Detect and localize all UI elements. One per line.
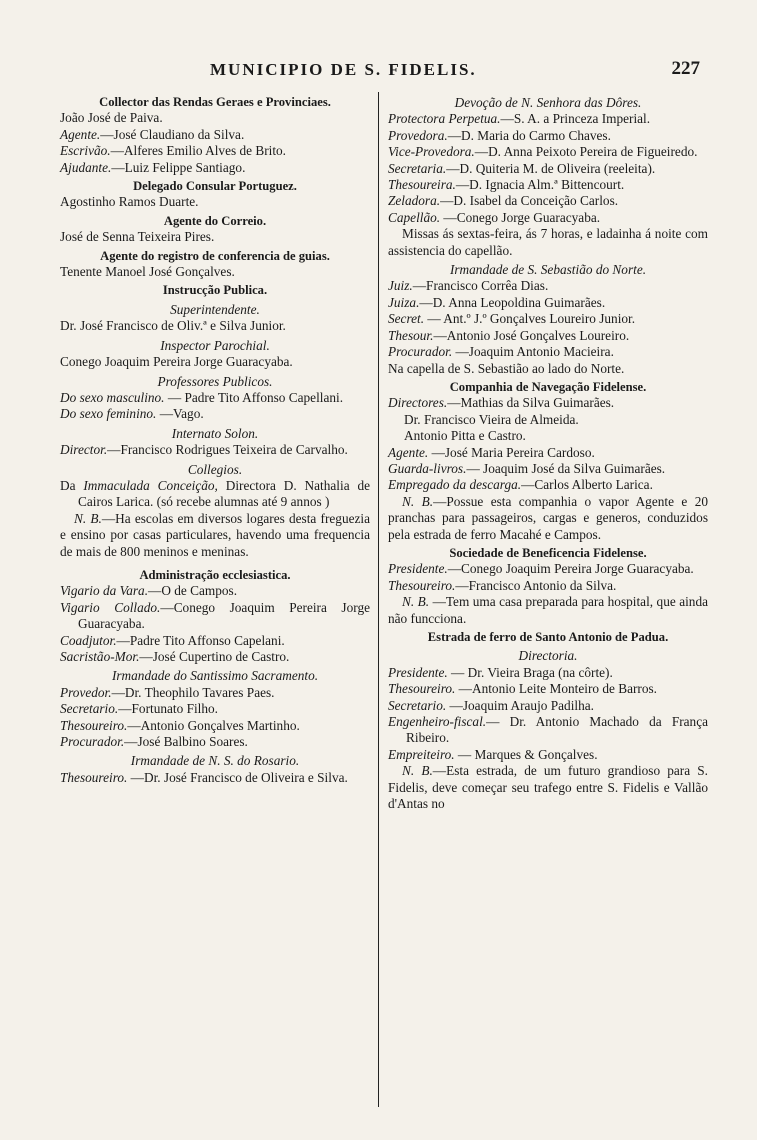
entry-capellao: Capellão. —Conego Jorge Guaracyaba. — [388, 209, 601, 225]
entry-thesoureiro-estrada: Thesoureiro. —Antonio Leite Monteiro de Barros. — [388, 681, 657, 697]
entry-agente: Agente.—José Claudiano da Silva. — [60, 126, 245, 142]
heading-irmandade-sebastiao: Irmandade de S. Sebastião do Norte. — [449, 262, 647, 278]
entry-coadjutor: Coadjutor.—Padre Tito Affonso Capelani. — [60, 632, 285, 648]
heading-admin-ecclesiastica: Administração ecclesiastica. — [139, 567, 291, 582]
entry-registro: Tenente Manoel José Gonçalves. — [60, 264, 235, 280]
entry-secretaria: Secretaria.—D. Quiteria M. de Oliveira (reeleita). — [388, 160, 656, 176]
entry-secretario: Secretario.—Fortunato Filho. — [60, 701, 218, 717]
heading-registro: Agente do registro de conferencia de guias. — [100, 248, 330, 263]
entry-vigario-vara: Vigario da Vara.—O de Campos. — [60, 583, 238, 599]
entry-provedor: Provedor.—Dr. Theophilo Tavares Paes. — [60, 684, 275, 700]
entry-correio: José de Senna Teixeira Pires. — [60, 229, 215, 245]
note-estrada: N. B.—Esta estrada, de um futuro grandioso para S. Fidelis, deve começar seu trafego entre S. Fidelis e Vallão d'Antas no — [388, 763, 708, 812]
heading-instrucao: Instrucção Publica. — [162, 283, 268, 298]
heading-navegacao: Companhia de Navegação Fidelense. — [449, 379, 647, 394]
heading-consular: Delegado Consular Portuguez. — [133, 179, 297, 194]
entry-presidente-estrada: Presidente. — Dr. Vieira Braga (na côrte). — [388, 664, 613, 680]
entry-empregado: Empregado da descarga.—Carlos Alberto Larica. — [388, 477, 653, 493]
entry-thesoureiro: Thesoureiro.—Antonio Gonçalves Martinho. — [60, 717, 300, 733]
heading-internato: Internato Solon. — [171, 425, 259, 441]
note-hospital: N. B. —Tem uma casa preparada para hospital, que ainda não funcciona. — [388, 594, 709, 626]
entry-sacristao: Sacristão-Mor.—José Cupertino de Castro. — [60, 649, 290, 664]
entry-consular: Agostinho Ramos Duarte. — [60, 194, 199, 210]
entry-engenheiro: Engenheiro-fiscal.— Dr. Antonio Machado da França Ribeiro. — [388, 714, 708, 746]
entry-zeladora: Zeladora.—D. Isabel da Conceição Carlos. — [388, 193, 619, 209]
entry-thesoureira: Thesoureira.—D. Ignacia Alm.ª Bittencourt. — [388, 177, 625, 193]
entry-director-3: Antonio Pitta e Castro. — [404, 428, 526, 444]
entry-inspector: Conego Joaquim Pereira Jorge Guaracyaba. — [60, 354, 293, 370]
heading-collector: Collector das Rendas Geraes e Provinciaes. — [99, 95, 331, 109]
page-header — [60, 60, 700, 86]
running-title: MUNICIPIO DE S. FIDELIS. — [210, 60, 477, 79]
entry-ajudante: Ajudante.—Luiz Felippe Santiago. — [60, 159, 246, 175]
heading-directoria: Directoria. — [518, 648, 578, 664]
entry-juiza: Juiza.—D. Anna Leopoldina Guimarães. — [388, 294, 606, 310]
entry-thesoureiro-benef: Thesoureiro.—Francisco Antonio da Silva. — [388, 577, 617, 593]
entry-director-2: Dr. Francisco Vieira de Almeida. — [404, 411, 579, 427]
entry-vice-provedora: Vice-Provedora.—D. Anna Peixoto Pereira de Figueiredo. — [388, 144, 698, 160]
entry-empreiteiro: Empreiteiro. — Marques & Gonçalves. — [388, 746, 598, 762]
entry-procurador: Procurador.—José Balbino Soares. — [60, 734, 248, 750]
entry-presidente-benef: Presidente.—Conego Joaquim Pereira Jorge Guaracyaba. — [388, 561, 694, 577]
entry-secret: Secret. — Ant.º J.º Gonçalves Loureiro Junior. — [388, 311, 636, 327]
heading-devocao: Devoção de N. Senhora das Dôres. — [454, 95, 642, 110]
note-companhia: N. B.—Possue esta companhia o vapor Agente e 20 pranchas para passageiros, cargas e generos, conduzidos pela estrada de ferro Macahé e Campos. — [388, 493, 708, 542]
note-missas: Missas ás sextas-feira, ás 7 horas, e ladainha á noite com assistencia do capellão. — [388, 226, 708, 258]
entry-procurador-seb: Procurador. —Joaquim Antonio Macieira. — [388, 344, 614, 360]
heading-correio: Agente do Correio. — [163, 213, 267, 228]
entry-feminino: Do sexo feminino. —Vago. — [60, 406, 204, 422]
entry-secretario-estrada: Secretario. —Joaquim Araujo Padilha. — [388, 697, 594, 713]
entry-directores: Directores.—Mathias da Silva Guimarães. — [388, 395, 615, 411]
entry-director: Director.—Francisco Rodrigues Teixeira de Carvalho. — [60, 442, 348, 458]
heading-estrada-ferro: Estrada de ferro de Santo Antonio de Padua. — [427, 630, 669, 644]
entry-collector: João José de Paiva. — [60, 110, 163, 126]
note-escolas: N. B.—Ha escolas em diversos logares desta freguezia e ensino por casas particulares, havendo uma frequencia de mais de 800 meninos e meninas. — [60, 510, 370, 559]
entry-protectora: Protectora Perpetua.—S. A. a Princeza Imperial. — [388, 111, 651, 127]
entry-superintendente: Dr. José Francisco de Oliv.ª e Silva Junior. — [60, 318, 286, 334]
entry-provedora: Provedora.—D. Maria do Carmo Chaves. — [388, 127, 611, 143]
note-capella: Na capella de S. Sebastião ao lado do Norte. — [388, 360, 625, 376]
right-column — [388, 92, 708, 812]
heading-superintendente: Superintendente. — [170, 301, 260, 317]
column-divider — [378, 92, 379, 1107]
entry-masculino: Do sexo masculino. — Padre Tito Affonso Capellani. — [60, 389, 344, 405]
entry-guarda-livros: Guarda-livros.— Joaquim José da Silva Guimarães. — [388, 460, 666, 476]
entry-collegio: Da Immaculada Conceição, Directora D. Nathalia de Cairos Larica. (só recebe alumnas até 9 annos ) — [60, 477, 370, 510]
left-column — [60, 92, 370, 786]
heading-collegios: Collegios. — [187, 461, 243, 477]
page-number: 227 — [671, 58, 700, 79]
heading-irmandade-rosario: Irmandade de N. S. do Rosario. — [130, 753, 300, 769]
heading-inspector: Inspector Parochial. — [160, 337, 270, 353]
heading-irmandade-ss: Irmandade do Santissimo Sacramento. — [111, 668, 319, 684]
entry-thesoureiro-rosario: Thesoureiro. —Dr. José Francisco de Oliveira e Silva. — [60, 769, 348, 785]
entry-thesour: Thesour.—Antonio José Gonçalves Loureiro. — [388, 327, 630, 343]
heading-professores: Professores Publicos. — [157, 373, 273, 389]
entry-juiz: Juiz.—Francisco Corrêa Dias. — [388, 278, 549, 294]
entry-vigario-collado: Vigario Collado.—Conego Joaquim Pereira Jorge Guaracyaba. — [60, 599, 370, 632]
entry-agente-nav: Agente. —José Maria Pereira Cardoso. — [388, 444, 595, 460]
entry-escrivao: Escrivão.—Alferes Emilio Alves de Brito. — [60, 143, 287, 159]
heading-beneficencia: Sociedade de Beneficencia Fidelense. — [449, 545, 647, 560]
